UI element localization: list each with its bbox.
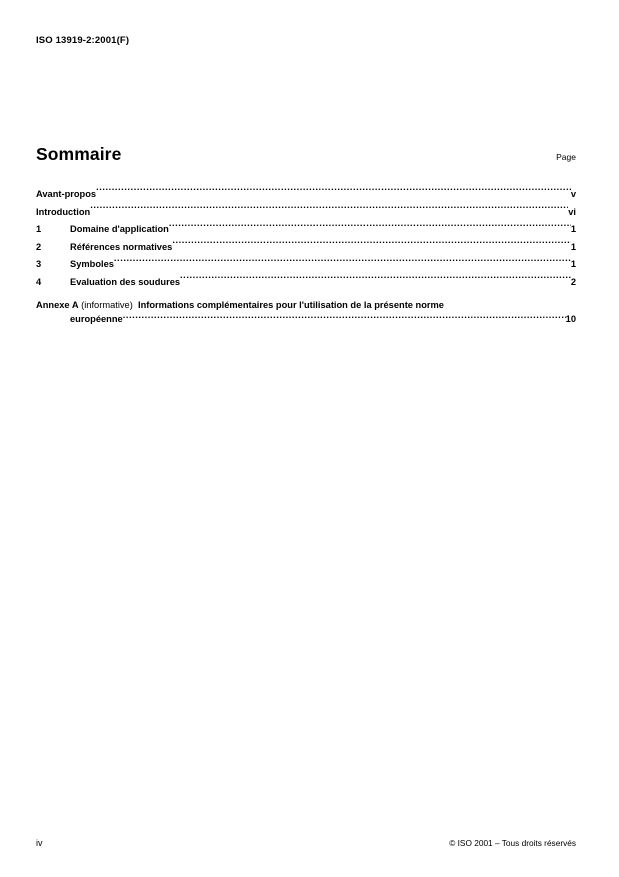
toc-entry-label: Références normatives <box>70 241 173 252</box>
toc-entry-page: 1 <box>570 224 576 235</box>
toc-entry-label: Evaluation des soudures <box>70 276 181 287</box>
dot-leader <box>172 240 571 250</box>
toc-entry-clause-3[interactable] <box>36 256 576 274</box>
toc-entry-number: 1 <box>36 224 42 235</box>
toc-entry-page: 10 <box>565 314 576 325</box>
toc-annex-name: Annexe A <box>36 299 79 310</box>
toc-entry-label: Domaine d'application <box>70 224 169 235</box>
toc-annex-continuation-line <box>36 312 576 327</box>
page-column-header: Page <box>556 152 576 162</box>
contents-title-row <box>36 144 576 165</box>
document-header-reference: ISO 13919-2:2001(F) <box>36 35 130 46</box>
dot-leader <box>114 257 571 267</box>
toc-entry-label: Symboles <box>70 259 114 270</box>
toc-entry-annex-a[interactable] <box>36 299 576 327</box>
toc-entry-number: 4 <box>36 276 42 287</box>
page-folio: iv <box>36 838 43 848</box>
toc-entry-page: 2 <box>570 276 576 287</box>
toc-entry-page: 1 <box>570 259 576 270</box>
dot-leader <box>90 205 568 215</box>
dot-leader <box>169 222 571 232</box>
document-footer <box>36 838 576 848</box>
toc-entry-clause-4[interactable] <box>36 274 576 292</box>
toc-entry-avant-propos[interactable] <box>36 186 576 204</box>
toc-entry-number: 3 <box>36 259 42 270</box>
copyright-notice: © ISO 2001 – Tous droits réservés <box>449 838 576 848</box>
toc-annex-title-continuation: européenne <box>70 314 123 325</box>
dot-leader <box>123 312 566 322</box>
toc-annex-type: (informative) <box>81 299 133 310</box>
table-of-contents <box>36 186 576 327</box>
dot-leader <box>180 275 571 285</box>
toc-entry-number: 2 <box>36 241 42 252</box>
toc-annex-first-line <box>36 299 576 313</box>
toc-entry-clause-1[interactable] <box>36 221 576 239</box>
toc-entry-clause-2[interactable] <box>36 239 576 257</box>
toc-entry-label: Avant-propos <box>36 189 97 199</box>
toc-entry-label: Introduction <box>36 206 91 217</box>
toc-entry-introduction[interactable] <box>36 204 576 222</box>
page-title: Sommaire <box>36 144 122 164</box>
toc-entry-page: vi <box>568 206 576 217</box>
toc-annex-title: Informations complémentaires pour l'utilisation de la présente norme <box>137 299 444 310</box>
toc-entry-page: 1 <box>570 241 576 252</box>
toc-entry-page: v <box>570 189 576 199</box>
dot-leader <box>96 187 571 197</box>
